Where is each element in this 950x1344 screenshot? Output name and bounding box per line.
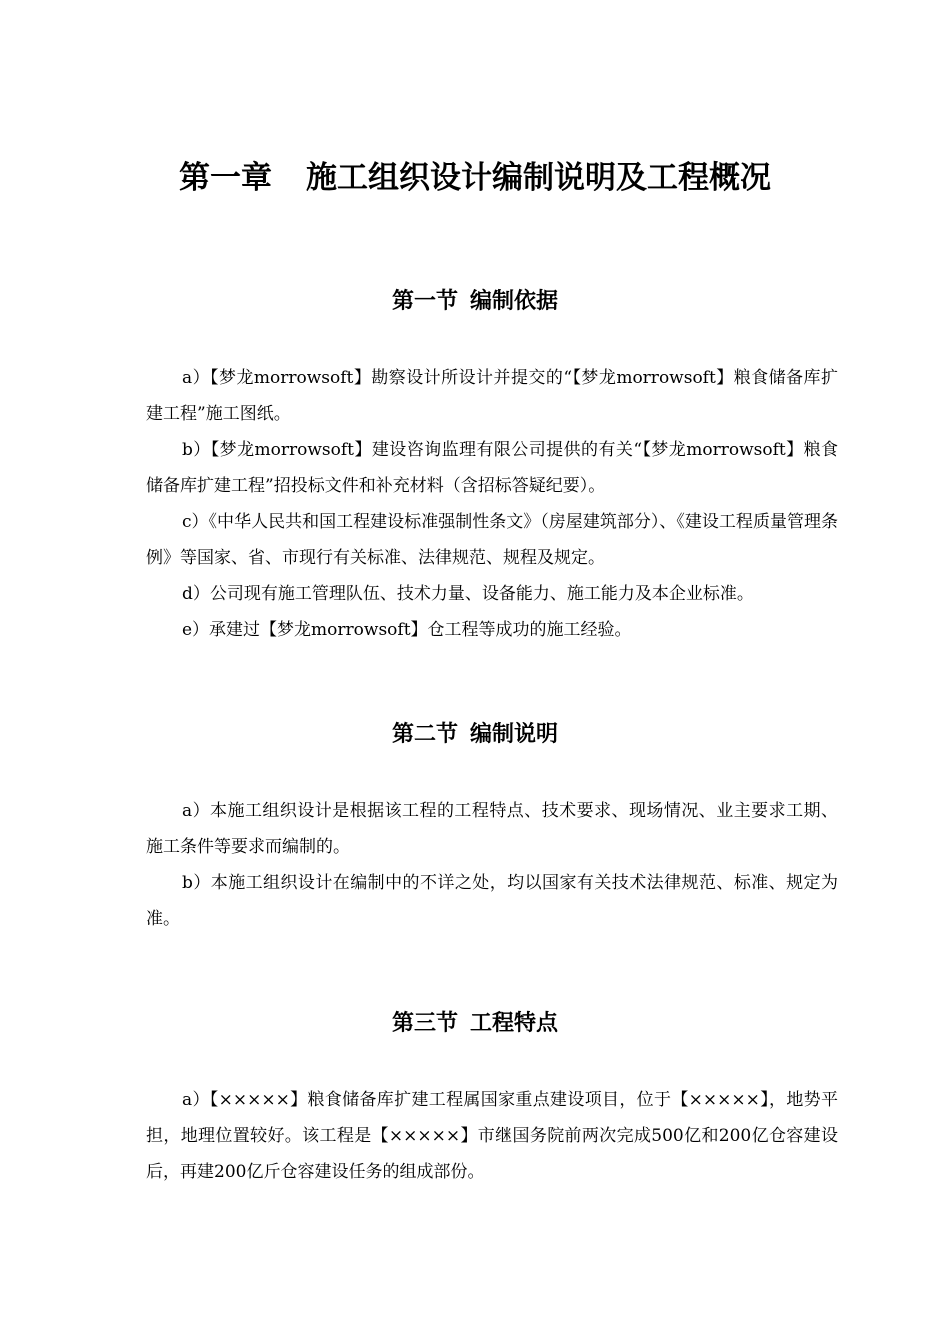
section-title-text: 编制依据 (470, 289, 559, 314)
paragraph: d）公司现有施工管理队伍、技术力量、设备能力、施工能力及本企业标准。 (182, 584, 754, 604)
section-title-3 (0, 1007, 950, 1041)
section-title-text: 工程特点 (470, 1011, 559, 1036)
paragraph: a）【梦龙morrowsoft】勘察设计所设计并提交的“【梦龙morrowsoft】粮食储备库扩建工程”施工图纸。 (146, 368, 838, 424)
section-number: 第一节 (391, 289, 458, 314)
section-number: 第三节 (391, 1011, 458, 1036)
chapter-title-text: 施工组织设计编制说明及工程概况 (306, 160, 771, 196)
section-title-1 (0, 285, 950, 319)
paragraph: a）【×××××】粮食储备库扩建工程属国家重点建设项目，位于【×××××】，地势平担，地理位置较好。该工程是【×××××】市继国务院前两次完成500亿和200亿仓容建设后，再建200亿斤仓容建设任务的组成部份。 (146, 1090, 838, 1182)
section-title-2 (0, 718, 950, 752)
section-title-text: 编制说明 (470, 722, 559, 747)
paragraph: c）《中华人民共和国工程建设标准强制性条文》（房屋建筑部分）、《建设工程质量管理条例》等国家、省、市现行有关标准、法律规范、规程及规定。 (146, 512, 838, 568)
paragraph: b）本施工组织设计在编制中的不详之处，均以国家有关技术法律规范、标准、规定为准。 (146, 873, 838, 929)
chapter-number: 第一章 (179, 160, 272, 196)
chapter-title (0, 152, 950, 204)
section-number: 第二节 (391, 722, 458, 747)
paragraph: e）承建过【梦龙morrowsoft】仓工程等成功的施工经验。 (182, 620, 632, 640)
paragraph: a）本施工组织设计是根据该工程的工程特点、技术要求、现场情况、业主要求工期、施工条件等要求而编制的。 (146, 801, 838, 857)
paragraph: b）【梦龙morrowsoft】建设咨询监理有限公司提供的有关“【梦龙morrowsoft】粮食储备库扩建工程”招投标文件和补充材料（含招标答疑纪要）。 (146, 440, 838, 496)
